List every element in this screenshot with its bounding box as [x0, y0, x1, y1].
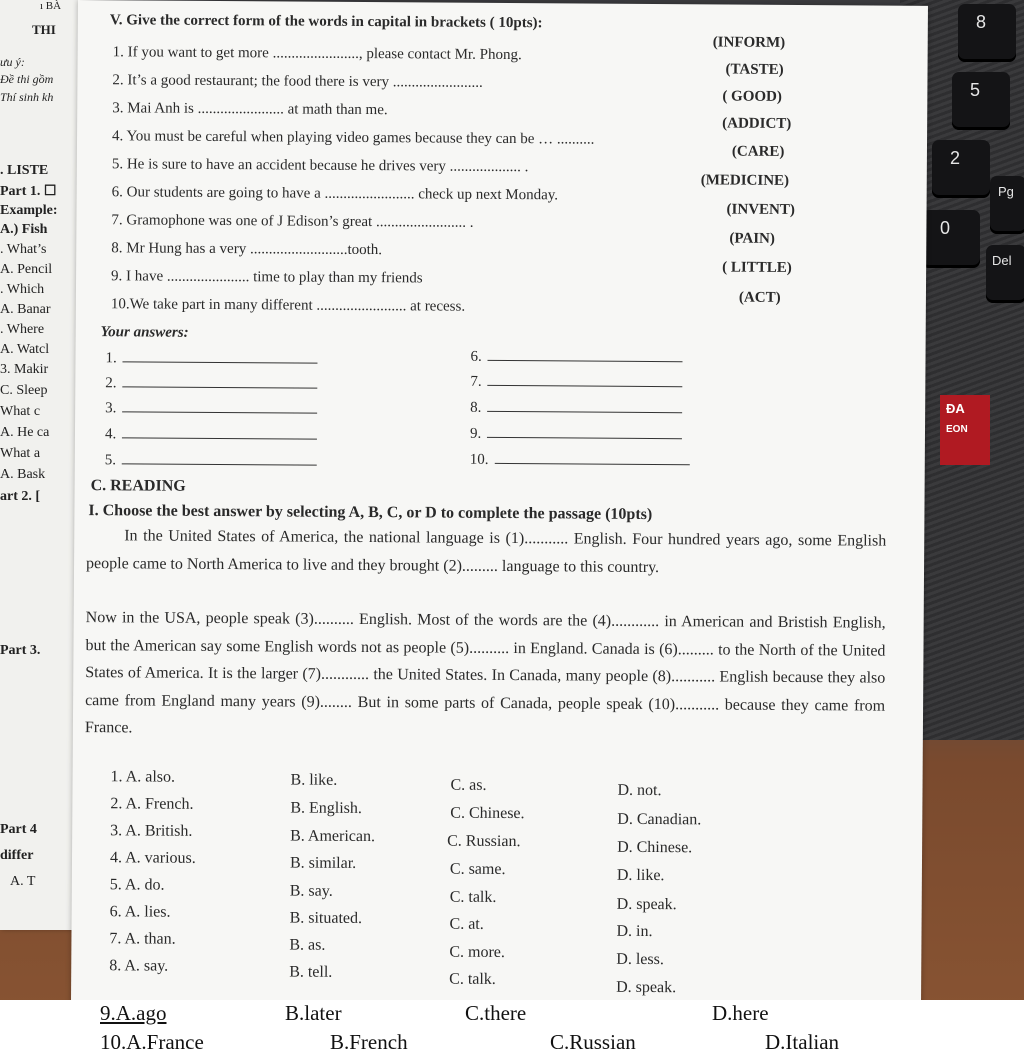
- option-d[interactable]: D. speak.: [616, 895, 677, 914]
- answers-label: Your answers:: [100, 324, 189, 341]
- answer-field[interactable]: 6.: [470, 349, 682, 367]
- key-5: 5: [952, 72, 1010, 130]
- question-5: 5. He is sure to have an accident because he drives very ................... .: [111, 156, 529, 176]
- option-d[interactable]: D. like.: [616, 866, 665, 885]
- hint-7: (INVENT): [726, 201, 795, 219]
- left-text: 3. Makir: [0, 362, 49, 377]
- left-text: Part 3.: [0, 643, 41, 658]
- option-a[interactable]: 10.A.France: [100, 1030, 204, 1054]
- left-text: A. T: [10, 874, 36, 889]
- option-a[interactable]: 9.A.ago: [100, 1001, 167, 1025]
- option-a[interactable]: 5. A. do.: [109, 876, 165, 894]
- option-c[interactable]: C.Russian: [550, 1030, 636, 1054]
- option-a[interactable]: 7. A. than.: [109, 930, 176, 948]
- question-10: 10.We take part in many different ........................ at recess.: [110, 296, 466, 315]
- option-c[interactable]: C. more.: [449, 943, 505, 962]
- question-1: 1. If you want to get more ......................., please contact Mr. Phong.: [112, 44, 522, 64]
- option-a[interactable]: 2. A. French.: [110, 795, 194, 813]
- left-text: differ: [0, 848, 34, 863]
- hint-1: (INFORM): [712, 34, 786, 51]
- key-del: Del: [986, 245, 1024, 303]
- question-8: 8. Mr Hung has a very ..........................tooth.: [111, 240, 383, 259]
- reading-heading: C. READING: [90, 477, 186, 495]
- option-c[interactable]: C. Russian.: [447, 832, 521, 851]
- answer-field[interactable]: 1.: [105, 350, 317, 368]
- left-sheet: [0, 0, 80, 930]
- key-pg: Pg: [990, 176, 1024, 234]
- left-text: Part 1. ☐: [0, 184, 57, 199]
- left-text: THI: [32, 22, 56, 37]
- section-title: V. Give the correct form of the words in capital in brackets ( 10pts):: [109, 12, 543, 32]
- key-2: 2: [932, 140, 990, 198]
- option-d[interactable]: D.here: [712, 1001, 769, 1025]
- option-c[interactable]: C. Chinese.: [450, 804, 525, 823]
- answer-field[interactable]: 7.: [470, 374, 682, 392]
- question-2: 2. It’s a good restaurant; the food there is very ........................: [112, 72, 483, 91]
- hint-2: (TASTE): [725, 61, 784, 78]
- passage-paragraph-2: Now in the USA, people speak (3).......... English. Most of the words are the (4)............ in American and Bristish English, but the American say some English words not as people (5).......... in England. Canada is (6)......... to the North of the United States of America. It is the larger (7)............ the United States. In Canada, many people (8)........... English because they also came from England many years (9)........ But in some parts of Canada, people speak (10)........... because they came from France.: [84, 609, 886, 737]
- exam-page: [71, 0, 928, 1036]
- option-d[interactable]: D. Canadian.: [617, 810, 702, 829]
- question-9: 9. I have ...................... time to play than my friends: [111, 268, 423, 287]
- answer-field[interactable]: 9.: [470, 426, 682, 444]
- option-b[interactable]: B. situated.: [289, 909, 363, 928]
- option-d[interactable]: D. Chinese.: [617, 838, 693, 857]
- left-text: . What’s: [0, 242, 47, 257]
- answer-field[interactable]: 2.: [105, 375, 317, 393]
- option-c[interactable]: C. as.: [450, 776, 487, 794]
- answer-field[interactable]: 3.: [105, 400, 317, 418]
- option-a[interactable]: 6. A. lies.: [109, 903, 171, 921]
- question-7: 7. Gramophone was one of J Edison’s great ........................ .: [111, 212, 474, 231]
- left-text: Example:: [0, 203, 58, 218]
- option-d[interactable]: D. not.: [617, 781, 662, 800]
- left-text: What a: [0, 446, 41, 461]
- left-text: A.) Fish: [0, 222, 48, 237]
- option-b[interactable]: B. like.: [290, 771, 338, 789]
- left-text: A. Pencil: [0, 262, 53, 277]
- left-text: . Where: [0, 322, 45, 337]
- option-b[interactable]: B.later: [285, 1001, 342, 1025]
- option-d[interactable]: D. speak.: [616, 978, 677, 997]
- left-text: A. Bask: [0, 467, 46, 482]
- option-d[interactable]: D. less.: [616, 950, 664, 969]
- option-b[interactable]: B. similar.: [289, 854, 357, 872]
- left-text: A. He ca: [0, 425, 50, 440]
- option-b[interactable]: B. tell.: [289, 963, 333, 981]
- option-a[interactable]: 8. A. say.: [109, 957, 169, 975]
- left-text: A. Banar: [0, 302, 51, 317]
- option-c[interactable]: C. same.: [449, 860, 506, 879]
- amd-badge: ĐA EON: [940, 395, 990, 465]
- option-b[interactable]: B. as.: [289, 936, 326, 954]
- left-text: Đề thi gồm: [0, 72, 54, 86]
- left-text: C. Sleep: [0, 383, 48, 398]
- question-6: 6. Our students are going to have a ........................ check up next Monday.: [111, 184, 559, 204]
- left-text: art 2. [: [0, 489, 41, 504]
- passage-paragraph-1: In the United States of America, the national language is (1)........... English. Four hundred years ago, some English people came to North America to live and they brought (2)......... language to this country.: [86, 527, 887, 576]
- key-8: 8: [958, 4, 1016, 62]
- key-0: 0: [922, 210, 980, 268]
- option-c[interactable]: C. talk.: [449, 970, 496, 988]
- reading-instruction: I. Choose the best answer by selecting A, B, C, or D to complete the passage (10pts): [88, 502, 653, 524]
- option-b[interactable]: B. say.: [289, 882, 333, 900]
- hint-8: (PAIN): [729, 230, 775, 247]
- answer-field[interactable]: 10.: [470, 452, 690, 471]
- hint-5: (CARE): [731, 143, 785, 160]
- hint-6: (MEDICINE): [700, 172, 790, 189]
- left-text: ưu ý:: [0, 55, 25, 69]
- question-4: 4. You must be careful when playing video games because they can be … ..........: [111, 128, 595, 148]
- option-a[interactable]: 1. A. also.: [110, 768, 176, 786]
- option-d[interactable]: D.Italian: [765, 1030, 840, 1054]
- left-text: . LISTE: [0, 163, 49, 178]
- option-c[interactable]: C. talk.: [449, 888, 497, 906]
- hint-10: (ACT): [738, 289, 781, 306]
- option-a[interactable]: 4. A. various.: [109, 849, 196, 867]
- left-text: What c: [0, 404, 41, 419]
- answer-field[interactable]: 5.: [105, 452, 317, 470]
- answer-field[interactable]: 8.: [470, 400, 682, 418]
- option-b[interactable]: B.French: [330, 1030, 408, 1054]
- option-b[interactable]: B. American.: [290, 827, 376, 846]
- option-d[interactable]: D. in.: [616, 922, 653, 941]
- left-text: Part 4: [0, 822, 37, 837]
- hint-9: ( LITTLE): [722, 259, 792, 276]
- option-b[interactable]: B. English.: [290, 799, 362, 818]
- question-3: 3. Mai Anh is ....................... at math than me.: [112, 100, 388, 119]
- answer-field[interactable]: 4.: [105, 426, 317, 444]
- left-text: Thí sinh kh: [0, 90, 54, 104]
- left-text: ı BÀ: [40, 0, 62, 12]
- left-text: A. Watcl: [0, 342, 50, 357]
- left-text: . Which: [0, 282, 45, 297]
- hint-4: (ADDICT): [722, 115, 792, 132]
- option-c[interactable]: C. at.: [449, 915, 484, 933]
- option-a[interactable]: 3. A. British.: [110, 822, 193, 840]
- typed-options-strip: [0, 1000, 1024, 1061]
- hint-3: ( GOOD): [722, 88, 782, 105]
- option-c[interactable]: C.there: [465, 1001, 527, 1025]
